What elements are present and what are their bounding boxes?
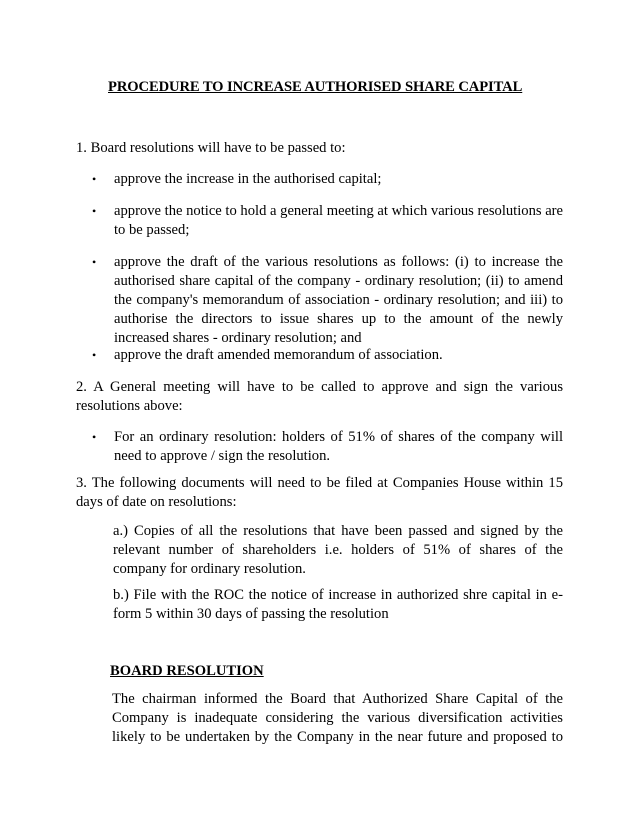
list-item: a.) Copies of all the resolutions that have been passed and signed by the relevant number of shareholders i.e. holders of 51% of shares of the company for ordinary resolution. [113, 523, 563, 577]
bullet-icon: • [92, 255, 97, 269]
bullet-icon: • [92, 348, 97, 362]
list-item-text: For an ordinary resolution: holders of 51% of shares of the company will need to approve / sign the resolution. [114, 429, 563, 464]
list-item-text: approve the notice to hold a general meeting at which various resolutions are to be passed; [114, 203, 564, 238]
list-item-text: approve the draft amended memorandum of association. [114, 347, 443, 363]
bullet-icon: • [92, 204, 97, 218]
board-resolution-heading: BOARD RESOLUTION [110, 663, 264, 679]
bullet-icon: • [92, 172, 97, 186]
bullet-icon: • [92, 430, 97, 444]
section-3-intro: 3. The following documents will need to be filed at Companies House within 15 days of date on resolutions: [76, 475, 563, 510]
list-item: b.) File with the ROC the notice of increase in authorized shre capital in e-form 5 within 30 days of passing the resolution [113, 587, 563, 622]
document-title: PROCEDURE TO INCREASE AUTHORISED SHARE CAPITAL [108, 79, 523, 95]
section-2-intro: 2. A General meeting will have to be called to approve and sign the various resolutions above: [76, 379, 563, 414]
list-item-text: approve the increase in the authorised capital; [114, 171, 382, 187]
board-resolution-text: The chairman informed the Board that Authorized Share Capital of the Company is inadequate considering the various diversification activities likely to be undertaken by the Company in the near future and proposed to [112, 691, 563, 745]
section-1-intro: 1. Board resolutions will have to be passed to: [76, 140, 346, 156]
list-item-text: approve the draft of the various resolutions as follows: (i) to increase the authorised share capital of the company - ordinary resolution; (ii) to amend the company's memorandum of association - ordinary resolution; and iii) to authorise the directors to issue shares up to the amount of the newly increased shares - ordinary resolution; and [114, 254, 563, 346]
